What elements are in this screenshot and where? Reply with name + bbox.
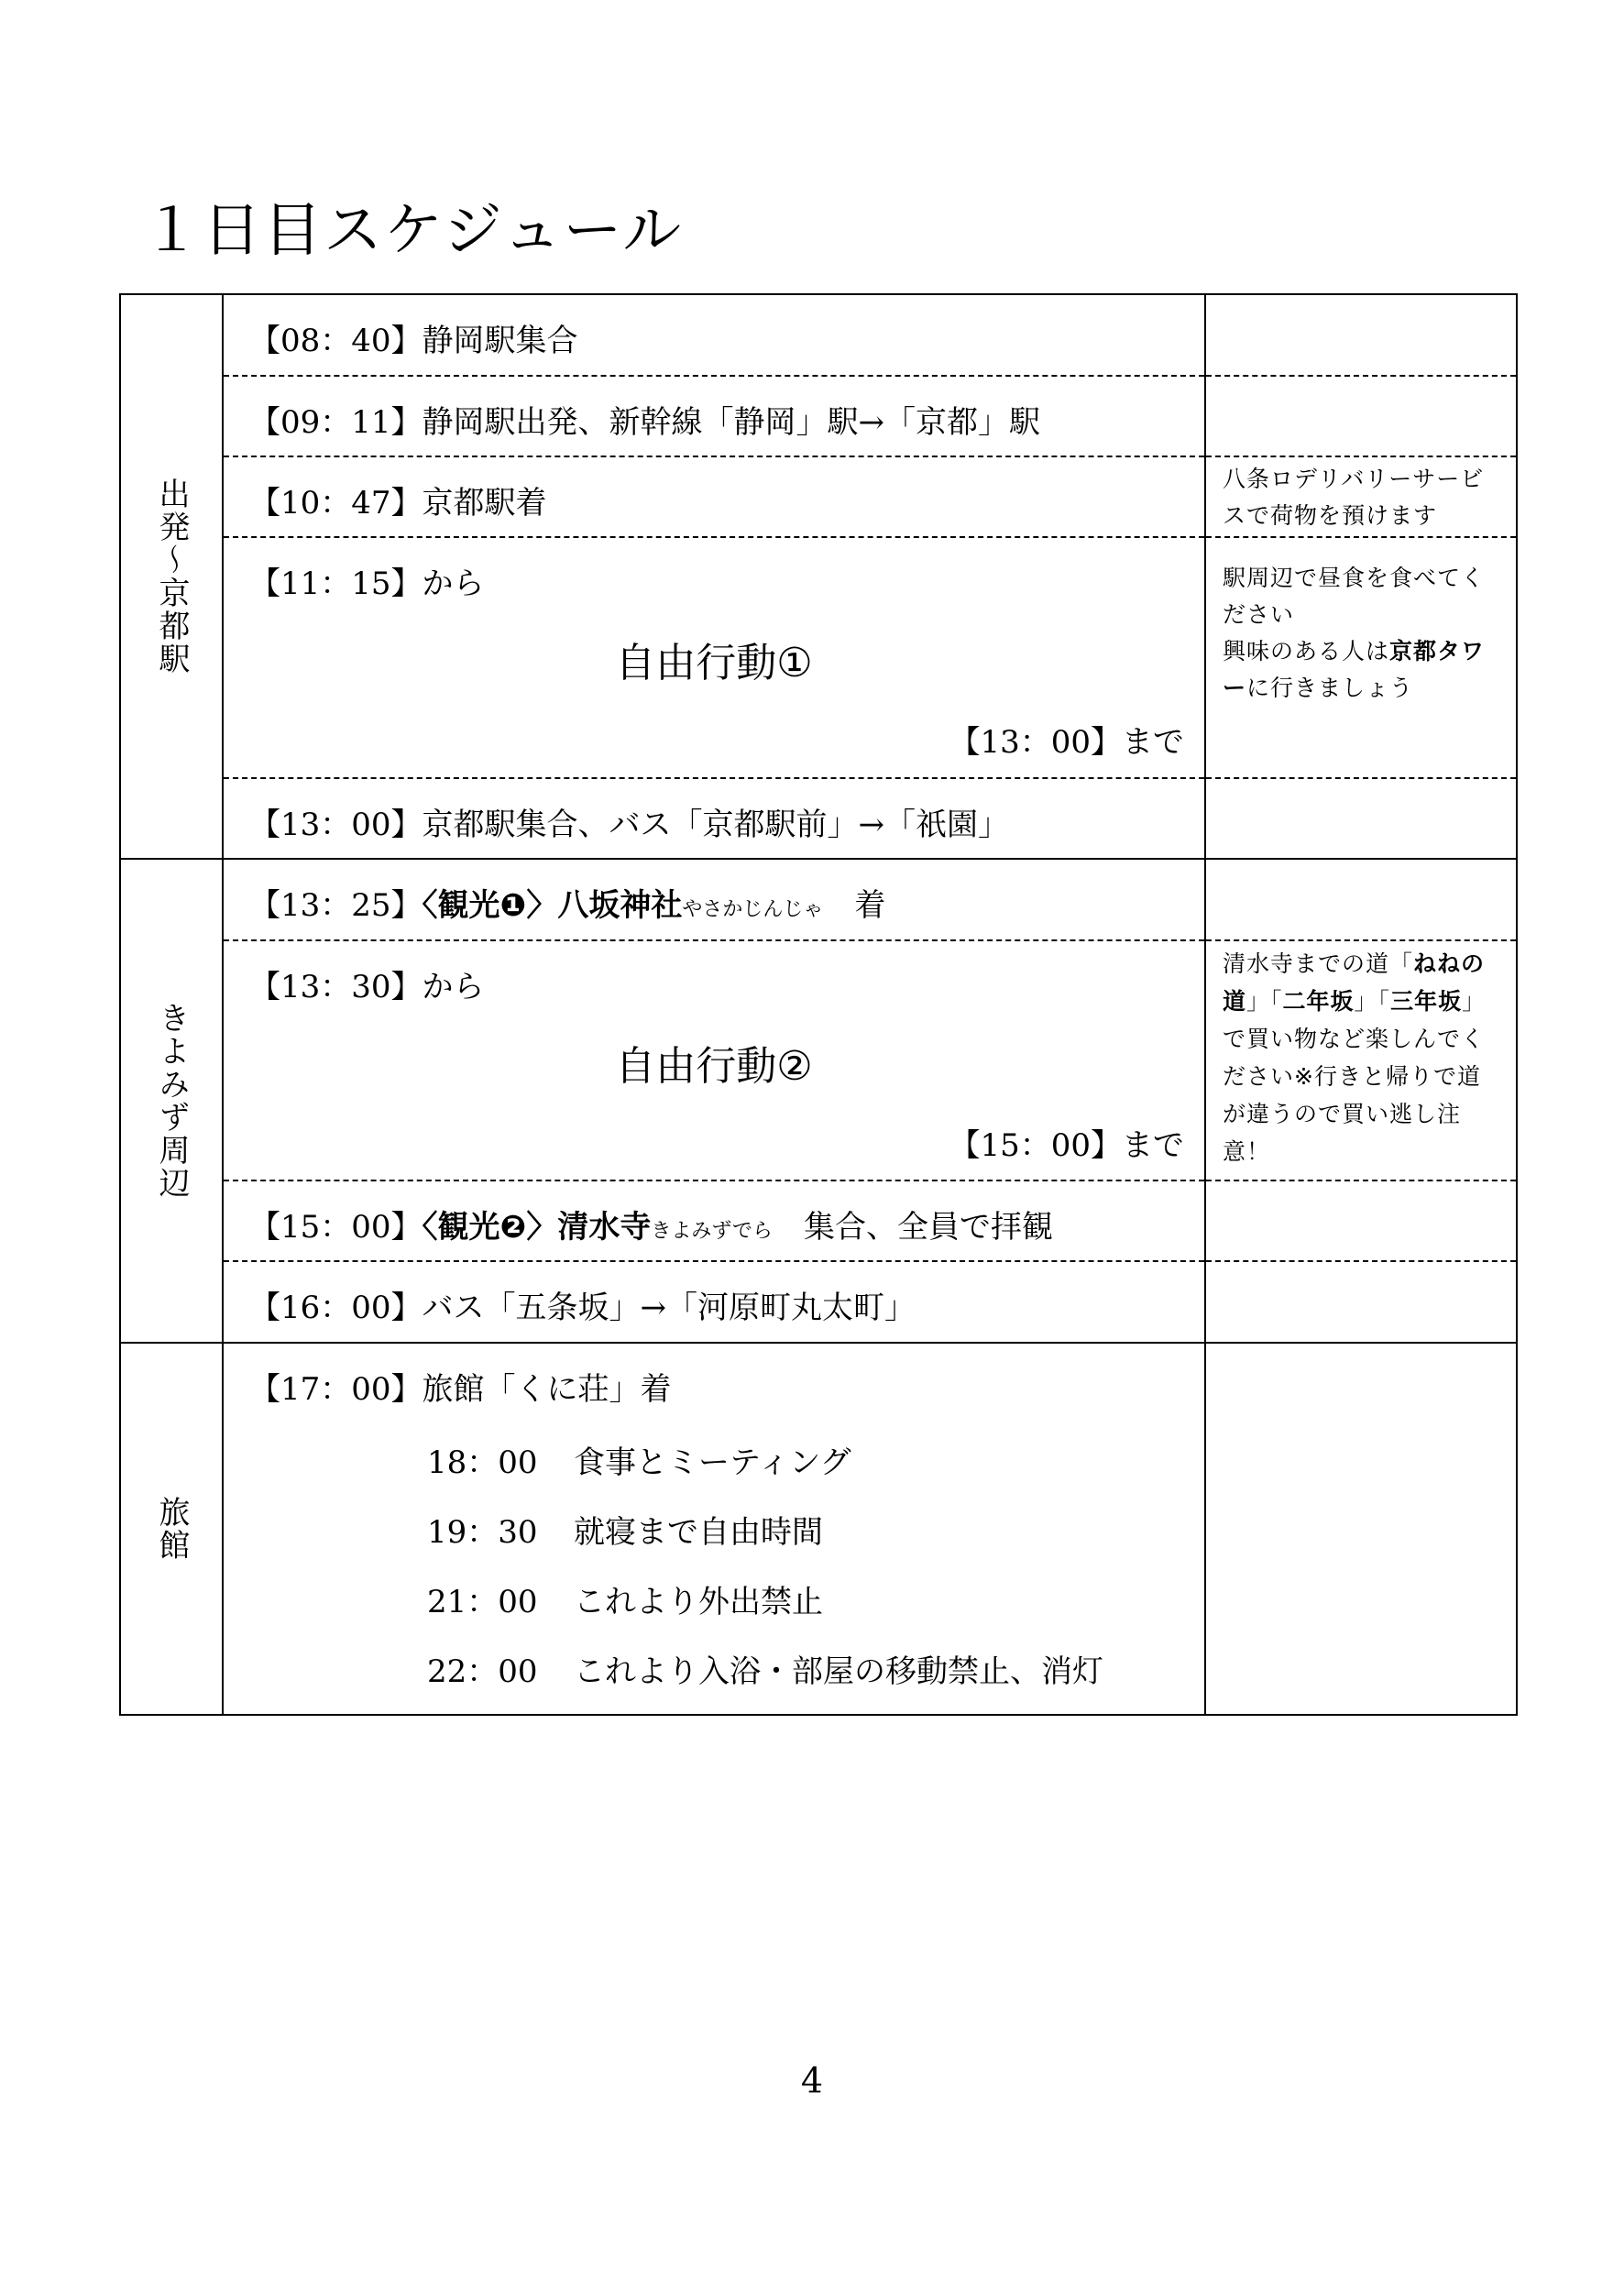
section-label: [121, 295, 224, 858]
note-cell: [1206, 941, 1516, 1181]
evening-item: [427, 1437, 851, 1482]
time: 【13：30】: [249, 969, 422, 1005]
number-circle-icon: ❷: [499, 1209, 527, 1246]
notes-column: [1206, 1344, 1516, 1714]
place-reading: きよみずでら: [651, 1220, 773, 1243]
note-cell: [1206, 377, 1516, 457]
note-cell: [1206, 295, 1516, 377]
schedule-entry: [249, 961, 485, 1006]
time: 【08：40】: [249, 323, 422, 359]
entry-text: 京都駅着: [422, 485, 547, 522]
schedule-row: [224, 538, 1204, 779]
note-cell: [1206, 538, 1516, 779]
schedule-entry: [249, 558, 485, 603]
note-cell: [1206, 779, 1516, 858]
section-departure-kyoto-station: [121, 295, 1516, 860]
schedule-row: [224, 457, 1204, 538]
entry-text: これより入浴・部屋の移動禁止、消灯: [574, 1653, 1103, 1690]
place-name: 八坂神社: [557, 887, 683, 924]
schedule-entry: [249, 799, 1009, 844]
schedule-entry: [249, 478, 547, 522]
free-time-heading: 自由行動②: [615, 1043, 813, 1090]
evening-item: [427, 1646, 1103, 1691]
entry-text: から: [422, 969, 485, 1005]
note-text: 八条ロデリバリーサービスで荷物を預けます: [1223, 466, 1485, 529]
schedule-entry: [249, 315, 578, 360]
entry-text: バス「五条坂」→「河原町丸太町」: [422, 1290, 916, 1326]
schedule-row: [224, 377, 1204, 457]
schedule-entry: [249, 1202, 1053, 1246]
entry-text: 京都駅集合、バス「京都駅前」→「祇園」: [422, 807, 1010, 843]
note-text: 清水寺までの道「ねねの道」「二年坂」「三年坂」で買い物など楽しんでください※行きと帰りで道が違うので買い逃し注意！: [1223, 950, 1487, 1165]
note-cell: [1206, 1262, 1516, 1342]
sightseeing-tag: 〈観光❷〉清水寺: [422, 1209, 652, 1246]
place-name: 清水寺: [557, 1209, 652, 1246]
time: 【11：15】: [249, 566, 422, 602]
entry-text: 旅館「くに荘」着: [422, 1371, 672, 1408]
schedule-entry: [249, 397, 1040, 442]
schedule-row: [224, 941, 1204, 1181]
note-highlight: 二年坂: [1282, 988, 1355, 1015]
entry-text: 静岡駅出発、新幹線「静岡」駅→「京都」駅: [422, 404, 1041, 441]
schedule-entry: [249, 1282, 916, 1327]
note-part: 駅周辺で昼食を食べてください: [1223, 565, 1486, 628]
schedule-row: [224, 860, 1204, 941]
free-time-until: 【13：00】まで: [949, 724, 1184, 761]
time: 19：30: [427, 1514, 538, 1551]
entry-text: から: [422, 566, 485, 602]
notes-column: [1206, 295, 1516, 858]
evening-item: [427, 1507, 823, 1552]
time: 22：00: [427, 1653, 538, 1690]
section-label-text: 旅館: [153, 1496, 190, 1562]
entry-text: これより外出禁止: [574, 1584, 823, 1620]
schedule-entry: [249, 880, 885, 925]
schedule-row: [224, 1262, 1204, 1342]
page-title: １日目スケジュール: [142, 197, 684, 265]
time: 【17：00】: [249, 1371, 422, 1408]
note-text: [1223, 560, 1503, 707]
page-number: 4: [800, 2060, 824, 2101]
schedule-row: [224, 295, 1204, 377]
section-label-text: 出発～京都駅: [153, 478, 190, 675]
time: 【13：25】: [249, 887, 422, 924]
entry-text: 静岡駅集合: [422, 323, 578, 359]
time: 【15：00】: [249, 1209, 422, 1246]
entry-text: 食事とミーティング: [574, 1444, 851, 1481]
number-circle-icon: ❶: [499, 887, 527, 924]
note-part: 興味のある人は: [1223, 638, 1390, 664]
schedule-table: [119, 293, 1518, 1716]
time: 【10：47】: [249, 485, 422, 522]
entry-text: 就寝まで自由時間: [574, 1514, 823, 1551]
schedule-entry: [249, 1364, 672, 1409]
time: 【09：11】: [249, 404, 422, 441]
note-highlight: ねねの道: [1223, 950, 1486, 1015]
notes-column: [1206, 860, 1516, 1342]
entry-text: 着: [854, 887, 886, 924]
free-time-until: 【15：00】まで: [949, 1127, 1184, 1164]
section-label: [121, 860, 224, 1342]
free-time-heading: 自由行動①: [615, 640, 813, 686]
section-ryokan: [121, 1344, 1516, 1714]
schedule-column: [224, 295, 1206, 858]
time: 【16：00】: [249, 1290, 422, 1326]
section-label-text: きよみず周辺: [153, 1002, 190, 1200]
schedule-row: [224, 779, 1204, 858]
time: 【13：00】: [249, 807, 422, 843]
note-highlight: 京都タワー: [1223, 638, 1486, 701]
section-kiyomizu-area: [121, 860, 1516, 1344]
time: 18：00: [427, 1444, 538, 1481]
note-cell: [1206, 860, 1516, 941]
schedule-row: [224, 1181, 1204, 1262]
entry-text: 集合、全員で拝観: [804, 1209, 1053, 1246]
schedule-column: [224, 1344, 1206, 1714]
section-label: [121, 1344, 224, 1714]
note-cell: [1206, 1181, 1516, 1262]
note-part: に行きましょう: [1246, 675, 1414, 701]
evening-item: [427, 1576, 823, 1621]
note-cell: [1206, 457, 1516, 538]
schedule-column: [224, 860, 1206, 1342]
sightseeing-tag: 〈観光❶〉八坂神社: [422, 887, 683, 924]
note-highlight: 三年坂: [1390, 988, 1463, 1015]
time: 21：00: [427, 1584, 538, 1620]
place-reading: やさかじんじゃ: [682, 898, 824, 921]
